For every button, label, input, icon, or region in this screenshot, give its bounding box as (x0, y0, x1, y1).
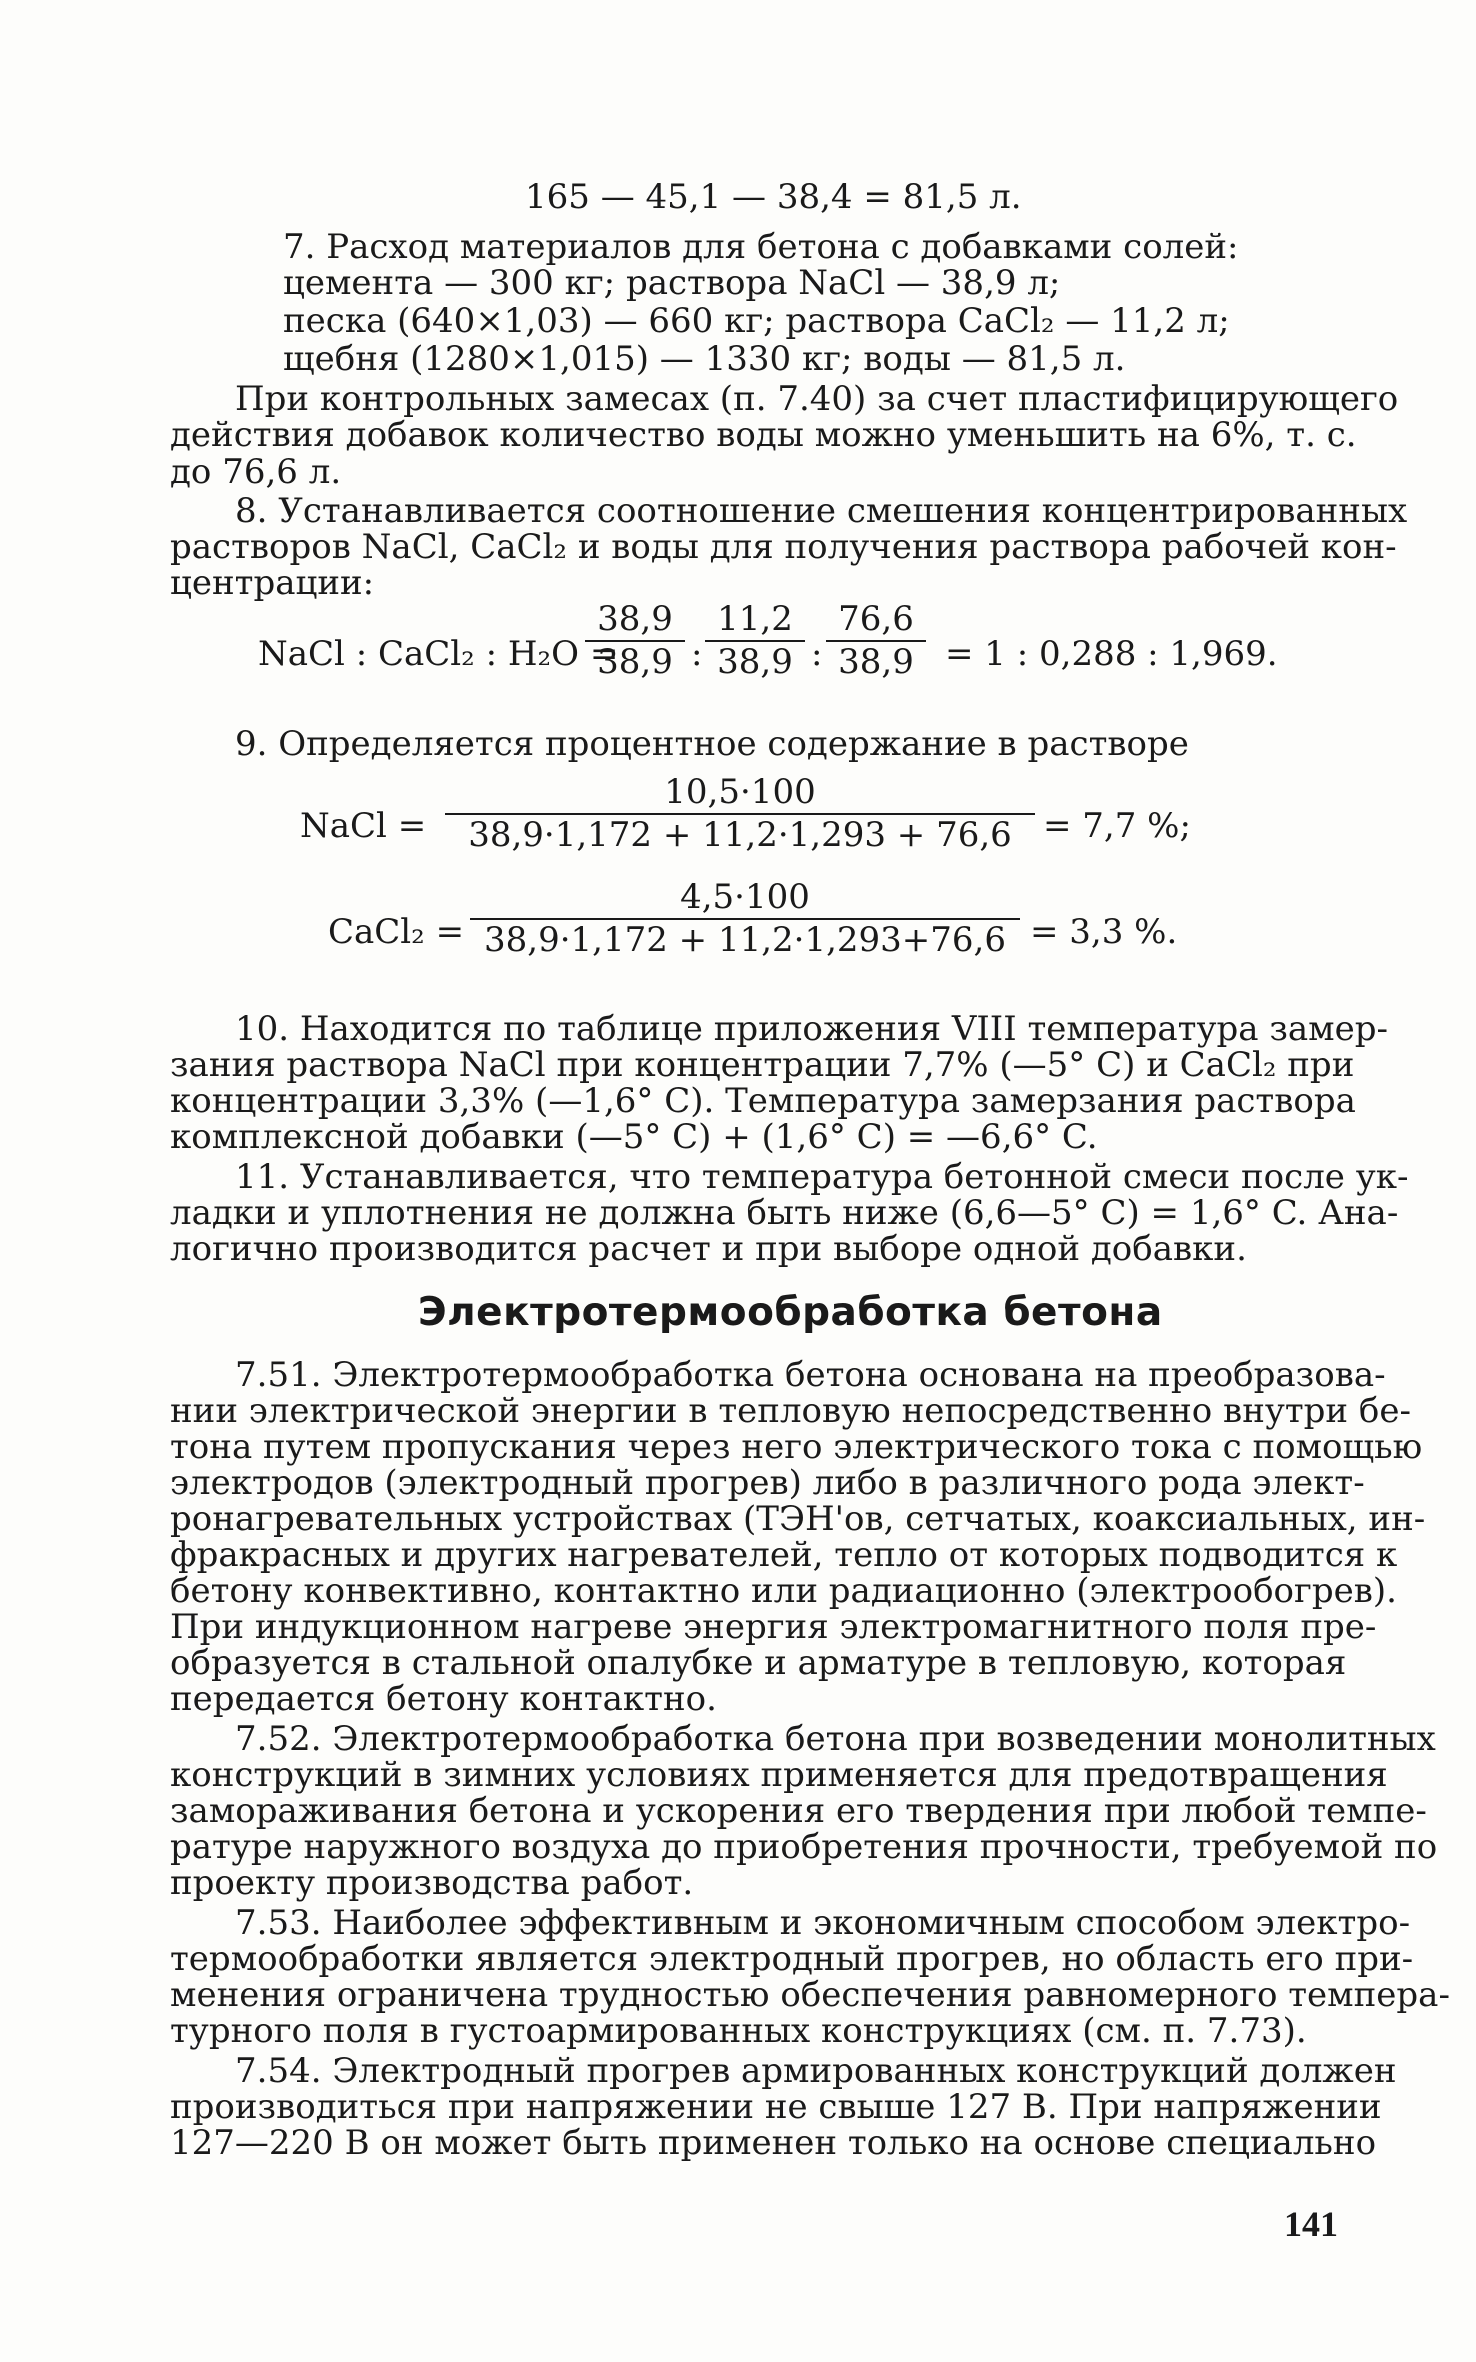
item8-line-2: растворов NaCl, CaCl₂ и воды для получения раствора рабочей кон- (170, 527, 1397, 567)
item11-line-1: 11. Устанавливается, что температура бетонной смеси после ук- (235, 1157, 1409, 1197)
p751-line-1: 7.51. Электротермообработка бетона основана на преобразова- (235, 1355, 1386, 1395)
item7-line-3: песка (640×1,03) — 660 кг; раствора CaCl₂ — 11,2 л; (283, 301, 1230, 341)
top-equation: 165 — 45,1 — 38,4 = 81,5 л. (525, 177, 1022, 217)
p751-line-9: образуется в стальной опалубке и арматуре в тепловую, которая (170, 1643, 1347, 1683)
p751-line-5: ронагревательных устройствах (ТЭН'ов, сетчатых, коаксиальных, ин- (170, 1499, 1426, 1539)
item11-line-2: ладки и уплотнения не должна быть ниже (6,6—5° C) = 1,6° C. Ана- (170, 1193, 1399, 1233)
ratio-fraction-2 (705, 599, 805, 682)
p752-line-5: проекту производства работ. (170, 1863, 694, 1903)
item8-line-1: 8. Устанавливается соотношение смешения концентрированных (235, 491, 1408, 531)
ratio-sep-1: : (691, 634, 703, 674)
nacl-lhs: NaCl = (300, 806, 427, 846)
control-note-line-1: При контрольных замесах (п. 7.40) за счет пластифицирующего (235, 379, 1399, 419)
cacl2-denominator: 38,9·1,172 + 11,2·1,293+76,6 (470, 918, 1020, 958)
control-note-line-2: действия добавок количество воды можно уменьшить на 6%, т. с. (170, 415, 1357, 455)
p754-line-1: 7.54. Электродный прогрев армированных конструкций должен (235, 2051, 1397, 2091)
nacl-fraction (445, 772, 1035, 855)
p751-line-3: тона путем пропускания через него электрического тока с помощью (170, 1427, 1423, 1467)
p754-line-2: производиться при напряжении не свыше 127 В. При напряжении (170, 2087, 1382, 2127)
item11-line-3: логично производится расчет и при выборе одной добавки. (170, 1229, 1247, 1269)
p752-line-4: ратуре наружного воздуха до приобретения прочности, требуемой по (170, 1827, 1438, 1867)
item7-line-1: 7. Расход материалов для бетона с добавками солей: (283, 227, 1239, 267)
item10-line-1: 10. Находится по таблице приложения VIII температура замер- (235, 1009, 1388, 1049)
nacl-numerator: 10,5·100 (664, 772, 816, 812)
item7-line-2: цемента — 300 кг; раствора NaCl — 38,9 л; (283, 263, 1061, 303)
nacl-denominator: 38,9·1,172 + 11,2·1,293 + 76,6 (445, 813, 1035, 853)
item10-line-3: концентрации 3,3% (—1,6° C). Температура замерзания раствора (170, 1081, 1356, 1121)
p752-line-1: 7.52. Электротермообработка бетона при возведении монолитных (235, 1719, 1436, 1759)
control-note-line-3: до 76,6 л. (170, 452, 342, 492)
item9-line: 9. Определяется процентное содержание в растворе (235, 724, 1189, 764)
item10-line-2: зания раствора NaCl при концентрации 7,7% (—5° C) и CaCl₂ при (170, 1045, 1355, 1085)
ratio-f1-den: 38,9 (585, 640, 685, 680)
page-number: 141 (1284, 2204, 1338, 2244)
cacl2-lhs: CaCl₂ = (328, 912, 465, 952)
ratio-f2-den: 38,9 (705, 640, 805, 680)
section-title: Электротермообработка бетона (418, 1290, 1163, 1335)
cacl2-fraction (470, 877, 1020, 960)
cacl2-numerator: 4,5·100 (680, 877, 810, 917)
p753-line-4: турного поля в густоармированных конструкциях (см. п. 7.73). (170, 2011, 1307, 2051)
p752-line-2: конструкций в зимних условиях применяется для предотвращения (170, 1755, 1388, 1795)
item7-line-4: щебня (1280×1,015) — 1330 кг; воды — 81,5 л. (283, 339, 1126, 379)
p751-line-6: фракрасных и других нагревателей, тепло от которых подводится к (170, 1535, 1398, 1575)
ratio-f1-num: 38,9 (597, 599, 673, 639)
item10-line-4: комплексной добавки (—5° C) + (1,6° C) = —6,6° C. (170, 1117, 1098, 1157)
p753-line-1: 7.53. Наиболее эффективным и экономичным способом электро- (235, 1903, 1411, 1943)
p751-line-4: электродов (электродный прогрев) либо в различного рода элект- (170, 1463, 1365, 1503)
p753-line-2: термообработки является электродный прогрев, но область его при- (170, 1939, 1414, 1979)
ratio-fraction-3 (826, 599, 926, 682)
ratio-lhs: NaCl : CaCl₂ : H₂O = (258, 634, 619, 674)
ratio-f2-num: 11,2 (717, 599, 793, 639)
p751-line-10: передается бетону контактно. (170, 1679, 717, 1719)
cacl2-rhs: = 3,3 %. (1030, 912, 1178, 952)
p751-line-2: нии электрической энергии в тепловую непосредственно внутри бе- (170, 1391, 1411, 1431)
nacl-rhs: = 7,7 %; (1043, 806, 1191, 846)
ratio-sep-2: : (811, 634, 823, 674)
p753-line-3: менения ограничена трудностью обеспечения равномерного темпера- (170, 1975, 1450, 2015)
ratio-rhs: = 1 : 0,288 : 1,969. (945, 634, 1278, 674)
ratio-f3-num: 76,6 (838, 599, 914, 639)
ratio-fraction-1 (585, 599, 685, 682)
p754-line-3: 127—220 В он может быть применен только на основе специально (170, 2123, 1377, 2163)
ratio-f3-den: 38,9 (826, 640, 926, 680)
p751-line-7: бетону конвективно, контактно или радиационно (электрообогрев). (170, 1571, 1397, 1611)
item8-line-3: центрации: (170, 563, 375, 603)
p751-line-8: При индукционном нагреве энергия электромагнитного поля пре- (170, 1607, 1377, 1647)
p752-line-3: замораживания бетона и ускорения его твердения при любой темпе- (170, 1791, 1427, 1831)
